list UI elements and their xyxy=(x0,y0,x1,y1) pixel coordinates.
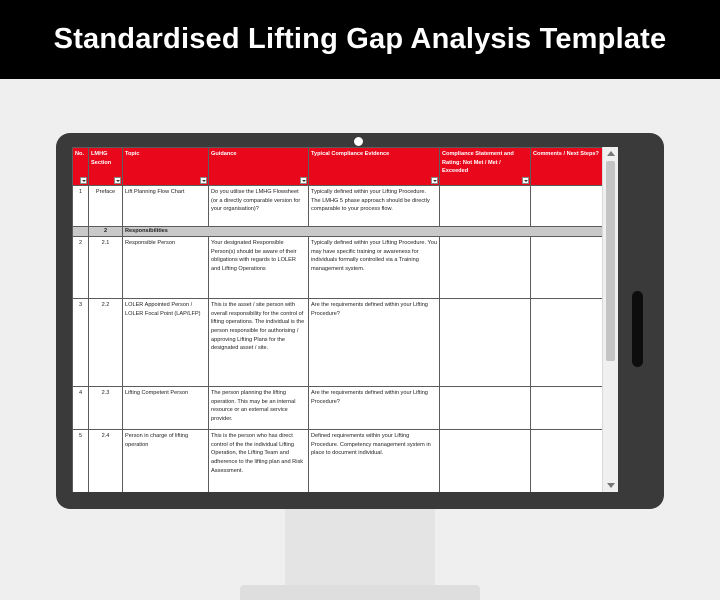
cell-evidence[interactable]: Are the requirements defined within your Lifting Procedure? xyxy=(309,386,440,429)
cell-guidance[interactable]: This is the person who has direct control of the the individual Lifting Operation, the Lifting Team and adherence to the lifting plan and Risk Assessment. xyxy=(209,429,309,492)
cell-guidance[interactable]: Your designated Responsible Person(s) should be aware of their obligations with regards to LOLER and Lifting Operations xyxy=(209,236,309,298)
cell-evidence[interactable]: Typically defined within your Lifting Procedure. The LMHG 5 phase approach should be directly comparable to your process flow. xyxy=(309,185,440,226)
home-button[interactable] xyxy=(632,291,643,367)
cell-compliance[interactable] xyxy=(440,185,531,226)
scrollbar-thumb[interactable] xyxy=(606,161,615,361)
cell-section[interactable]: 2 xyxy=(89,226,123,236)
filter-dropdown-icon[interactable] xyxy=(80,177,87,184)
cell-topic[interactable]: Responsible Person xyxy=(123,236,209,298)
cell-section[interactable]: Preface xyxy=(89,185,123,226)
gap-analysis-table xyxy=(72,147,618,492)
cell-guidance[interactable]: Do you utilise the LMHG Flowsheet (or a directly comparable version for your organisation)? xyxy=(209,185,309,226)
vertical-scrollbar[interactable] xyxy=(602,147,618,492)
header-comments[interactable]: Comments / Next Steps? xyxy=(531,148,619,186)
table-row xyxy=(73,386,619,429)
cell-no[interactable]: 4 xyxy=(73,386,89,429)
section-title[interactable]: Responsibilities xyxy=(123,226,619,236)
cell-topic[interactable]: LOLER Appointed Person / LOLER Focal Point (LAP/LFP) xyxy=(123,298,209,386)
monitor-stand-base xyxy=(240,585,480,600)
cell-no[interactable] xyxy=(73,226,89,236)
header-no[interactable]: No. xyxy=(73,148,89,186)
cell-section[interactable]: 2.4 xyxy=(89,429,123,492)
cell-compliance[interactable] xyxy=(440,386,531,429)
cell-topic[interactable]: Lift Planning Flow Chart xyxy=(123,185,209,226)
header-compliance[interactable]: Compliance Statement and Rating: Not Met / Met / Exceeded xyxy=(440,148,531,186)
page-title: Standardised Lifting Gap Analysis Template xyxy=(53,23,667,55)
camera-icon xyxy=(354,137,363,146)
cell-section[interactable]: 2.2 xyxy=(89,298,123,386)
header-evidence[interactable]: Typical Compliance Evidence xyxy=(309,148,440,186)
scroll-up-arrow-icon[interactable] xyxy=(607,151,615,156)
cell-section[interactable]: 2.1 xyxy=(89,236,123,298)
scroll-down-arrow-icon[interactable] xyxy=(607,483,615,488)
title-banner xyxy=(0,0,720,79)
cell-topic[interactable]: Lifting Competent Person xyxy=(123,386,209,429)
cell-no[interactable]: 3 xyxy=(73,298,89,386)
section-row xyxy=(73,226,619,236)
table-row xyxy=(73,236,619,298)
filter-dropdown-icon[interactable] xyxy=(522,177,529,184)
filter-dropdown-icon[interactable] xyxy=(300,177,307,184)
header-topic[interactable]: Topic xyxy=(123,148,209,186)
table-row xyxy=(73,298,619,386)
cell-guidance[interactable]: The person planning the lifting operation. This may be an internal resource or an external service provider. xyxy=(209,386,309,429)
cell-section[interactable]: 2.3 xyxy=(89,386,123,429)
cell-no[interactable]: 2 xyxy=(73,236,89,298)
filter-dropdown-icon[interactable] xyxy=(114,177,121,184)
cell-guidance[interactable]: This is the asset / site person with overall responsibility for the control of lifting operations. The individual is the person responsible for authorising / approving Lifting Plans for the designated asset / site. xyxy=(209,298,309,386)
header-section[interactable]: LMHG Section xyxy=(89,148,123,186)
table-row xyxy=(73,429,619,492)
cell-no[interactable]: 1 xyxy=(73,185,89,226)
cell-compliance[interactable] xyxy=(440,298,531,386)
cell-evidence[interactable]: Are the requirements defined within your Lifting Procedure? xyxy=(309,298,440,386)
cell-no[interactable]: 5 xyxy=(73,429,89,492)
table-row xyxy=(73,185,619,226)
spreadsheet-screen xyxy=(72,147,618,492)
filter-dropdown-icon[interactable] xyxy=(431,177,438,184)
cell-evidence[interactable]: Typically defined within your Lifting Procedure. You may have specific training or awareness for individuals formally controlled via a Training management system. xyxy=(309,236,440,298)
filter-dropdown-icon[interactable] xyxy=(200,177,207,184)
header-guidance[interactable]: Guidance xyxy=(209,148,309,186)
header-row xyxy=(73,148,619,186)
tablet-device xyxy=(56,133,664,509)
cell-compliance[interactable] xyxy=(440,429,531,492)
cell-topic[interactable]: Person in charge of lifting operation xyxy=(123,429,209,492)
cell-compliance[interactable] xyxy=(440,236,531,298)
cell-evidence[interactable]: Defined requirements within your Lifting Procedure. Competency management system in place to document individual. xyxy=(309,429,440,492)
